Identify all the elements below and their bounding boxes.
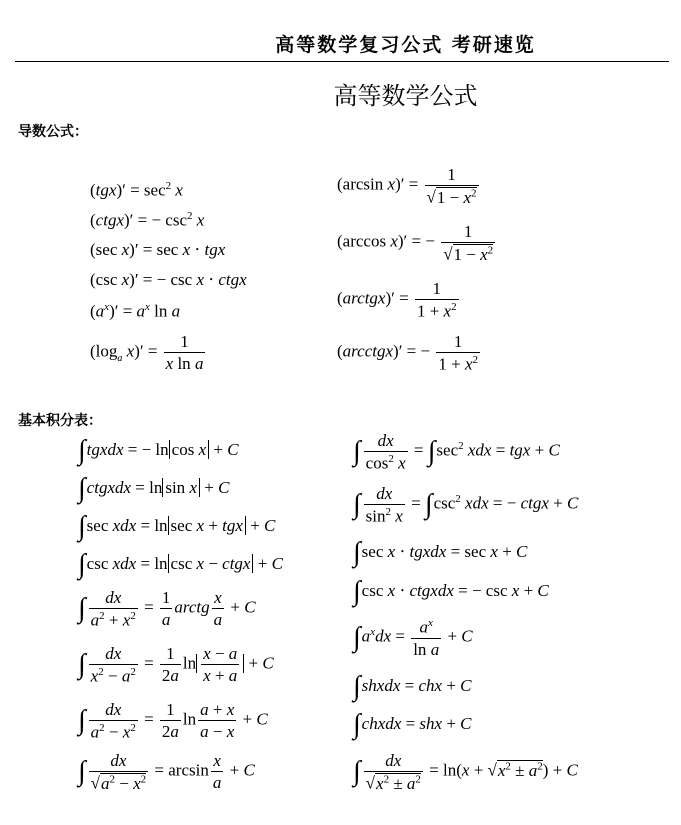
integral-formula-a2-minus-x2: ∫ $\frac{dx}{a^2 - x^2}$ = $\frac{1}{2a}$ ln $\frac{a + x}{a - x}$ + C: [78, 700, 268, 742]
integral-formula-x2-minus-a2: ∫ $\frac{dx}{x^2 - a^2}$ = $\frac{1}{2a}$ ln $\frac{x - a}{x + a}$ + C: [78, 644, 274, 686]
derivative-formula-arcctgx: (arcctgx)′ = − $\frac{1}{1 + x^2}$: [337, 332, 478, 374]
header-divider: [15, 61, 669, 62]
integral-formula-csc2x: ∫ $\frac{dx}{\sin^2 x}$ = $\int\csc^2$ xdx = − ctgx + C: [353, 484, 579, 526]
integral-formula-sec2x: ∫ $\frac{dx}{\cos^2 x}$ = $\int\sec^2$ xdx = tgx + C: [353, 431, 560, 473]
integral-formula-sqrt-a2-minus-x2: ∫ $\frac{dx}{√a^2 - x^2}$ = arcsin $\frac{x}{a}$ + C: [78, 751, 255, 793]
derivative-formula-ctgx: (ctgx)′ = − $\csc^2 x$: [90, 210, 205, 230]
integral-formula-a2-plus-x2: ∫ $\frac{dx}{a^2 + x^2}$ = $\frac{1}{a}$ arctg $\frac{x}{a}$ + C: [78, 588, 256, 630]
derivative-formula-arctgx: (arctgx)′ = $\frac{1}{1 + x^2}$: [337, 279, 457, 321]
integral-formula-cscx-ctgx: ∫csc x ⋅ ctgxdx = − csc x + C: [353, 576, 549, 607]
derivative-formula-cscx: (csc x)′ = − csc x ⋅ ctgx: [90, 270, 247, 289]
derivative-formula-secx: (sec x)′ = sec x ⋅ tgx: [90, 240, 226, 259]
derivative-formula-ax: $(a^x)' = a^x$ ln a: [90, 301, 181, 321]
document-title: 高等数学公式: [333, 82, 478, 110]
derivative-formula-arccosx: (arccos x)′ = − $\frac{1}{√1 - x^2}$: [337, 222, 494, 264]
integral-formula-secx-tgx: ∫sec x ⋅ tgxdx = sec x + C: [353, 537, 528, 568]
derivative-formula-logax: ($\log_a$ x)′ = $\frac{1}{\text{x ln a}}$: [90, 332, 204, 373]
integral-formula-sqrt-x2-pm-a2: ∫ $\frac{dx}{√x^2 \pm a^2}$ = $\ln(x + √x^2 \pm a^2) + C$: [353, 751, 578, 793]
section-heading-derivatives: 导数公式：: [18, 124, 88, 140]
integral-formula-tgx: ∫tgxdx = − ln cos x + C: [78, 435, 239, 466]
integral-formula-secx: ∫sec xdx = ln sec x + tgx + C: [78, 511, 276, 542]
integral-formula-shx: ∫shxdx = chx + C: [353, 671, 472, 702]
header-title: 高等数学复习公式 考研速览: [275, 34, 536, 56]
section-heading-integrals: 基本积分表：: [18, 413, 102, 429]
integral-formula-ctgx: ∫ctgxdx = ln sin x + C: [78, 473, 230, 504]
derivative-formula-arcsinx: (arcsin x)′ = $\frac{1}{√1 - x^2}$: [337, 165, 477, 207]
integral-formula-cscx: ∫csc xdx = ln csc x − ctgx + C: [78, 549, 283, 580]
derivative-formula-tgx: $(tgx)' = \sec^2 x$: [90, 180, 183, 200]
integral-formula-ax: $\int a^xdx$ = $\frac{a^x}{\text{ln a}}$ + C: [353, 617, 473, 659]
integral-formula-chx: ∫chxdx = shx + C: [353, 709, 472, 740]
